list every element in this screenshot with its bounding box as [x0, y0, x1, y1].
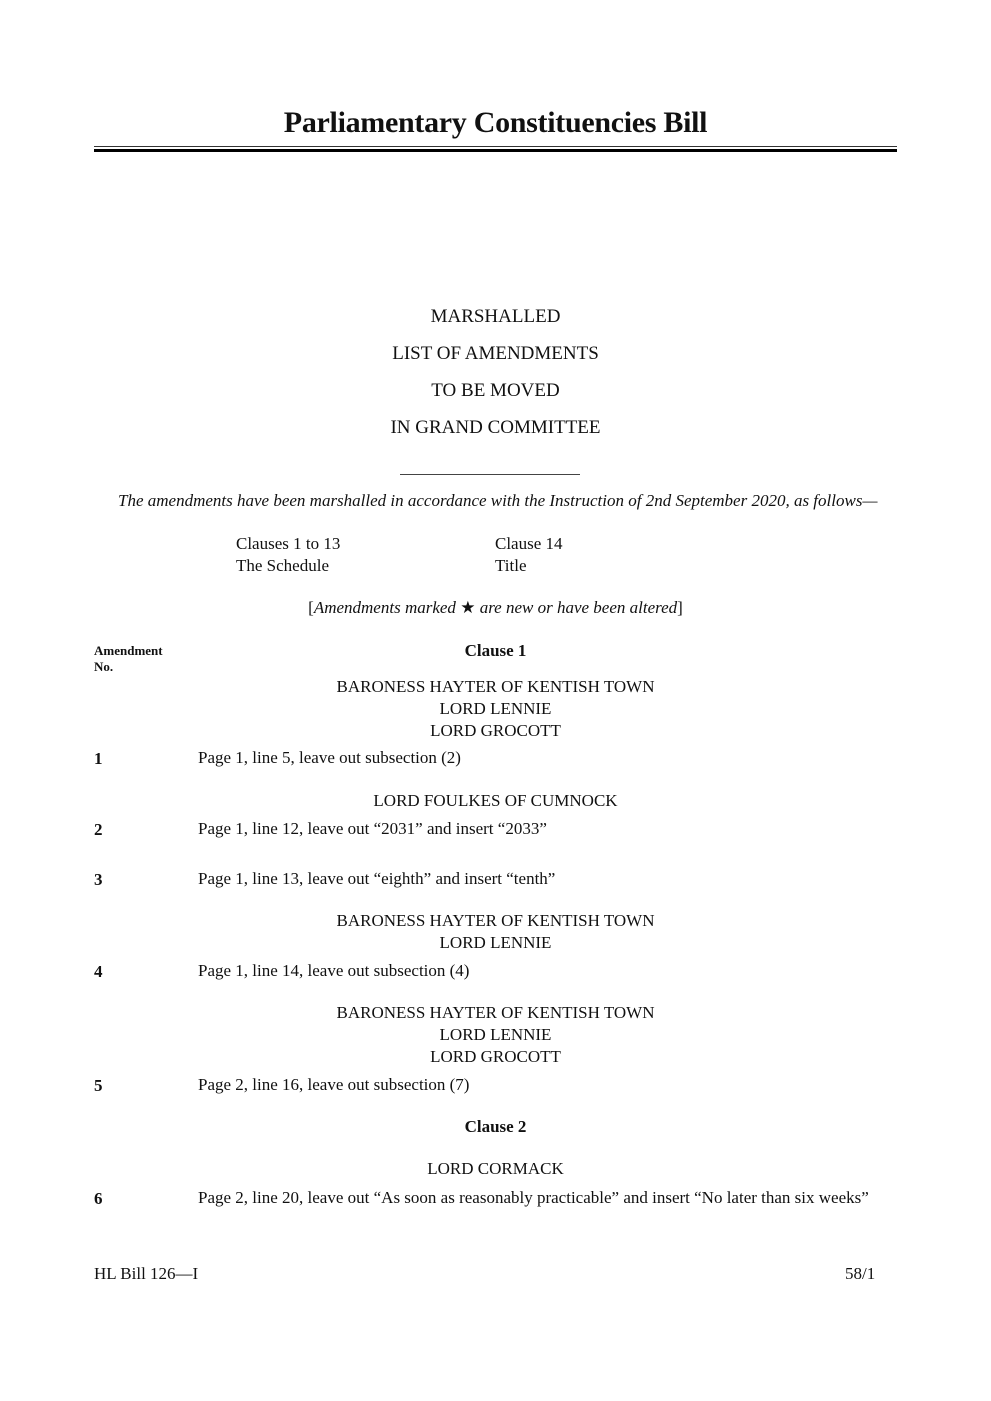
title-rule-thin — [94, 146, 897, 147]
heading-divider — [400, 474, 580, 475]
amendment-text: Page 2, line 16, leave out subsection (7) — [198, 1075, 470, 1094]
sponsor-name: LORD LENNIE — [439, 699, 552, 718]
part-item: Clause 14 — [495, 534, 563, 553]
amendment-text: Page 2, line 20, leave out “As soon as reasonably practicable” and insert “No later than six weeks” — [198, 1188, 869, 1207]
sponsor-name: LORD FOULKES OF CUMNOCK — [373, 791, 618, 810]
clause-heading: Clause 1 — [464, 641, 527, 660]
intro-paragraph: The amendments have been marshalled in accordance with the Instruction of 2nd September 2020, as follows— — [118, 491, 878, 510]
sponsor-name: BARONESS HAYTER OF KENTISH TOWN — [336, 677, 655, 696]
sponsor-group — [94, 676, 897, 742]
sponsor-name: LORD GROCOTT — [430, 1047, 561, 1066]
amendment-text: Page 1, line 12, leave out “2031” and insert “2033” — [198, 819, 547, 838]
part-item: Title — [495, 556, 527, 575]
sponsor-name: LORD CORMACK — [427, 1159, 564, 1178]
amendment-header-line: Amendment — [94, 643, 163, 658]
amendment-header-line: No. — [94, 659, 114, 674]
sponsor-group — [94, 910, 897, 954]
sponsor-group — [94, 1002, 897, 1068]
sponsor-group — [94, 1158, 897, 1180]
amendment-number: 1 — [94, 749, 103, 768]
sponsor-name: LORD LENNIE — [439, 1025, 552, 1044]
star-icon: ★ — [460, 598, 476, 617]
heading-line: IN GRAND COMMITTEE — [390, 417, 601, 438]
heading-line: TO BE MOVED — [431, 380, 560, 401]
document-title: Parliamentary Constituencies Bill — [283, 106, 708, 139]
amendment-number: 6 — [94, 1189, 103, 1208]
amendments-note: [Amendments marked ★ are new or have been altered] — [308, 598, 683, 617]
amendment-text: Page 1, line 13, leave out “eighth” and insert “tenth” — [198, 869, 556, 888]
amendment-text: Page 1, line 5, leave out subsection (2) — [198, 748, 461, 767]
heading-line: LIST OF AMENDMENTS — [392, 343, 599, 364]
note-suffix: are new or have been altered — [479, 598, 678, 617]
amendment-number: 2 — [94, 820, 103, 839]
sponsor-name: BARONESS HAYTER OF KENTISH TOWN — [336, 911, 655, 930]
bill-reference: HL Bill 126—I — [94, 1264, 199, 1283]
sponsor-name: LORD GROCOTT — [430, 721, 561, 740]
page-reference: 58/1 — [845, 1264, 876, 1283]
part-item: The Schedule — [236, 556, 329, 575]
amendment-number: 3 — [94, 870, 103, 889]
part-item: Clauses 1 to 13 — [236, 534, 341, 553]
heading-line: MARSHALLED — [430, 306, 561, 327]
title-rule-thick — [94, 149, 897, 152]
amendment-number: 4 — [94, 962, 103, 981]
note-prefix: Amendments marked — [313, 598, 456, 617]
sponsor-group — [94, 790, 897, 812]
sponsor-name: LORD LENNIE — [439, 933, 552, 952]
sponsor-name: BARONESS HAYTER OF KENTISH TOWN — [336, 1003, 655, 1022]
clause-heading: Clause 2 — [464, 1117, 527, 1136]
amendment-text: Page 1, line 14, leave out subsection (4) — [198, 961, 470, 980]
amendment-number: 5 — [94, 1076, 103, 1095]
